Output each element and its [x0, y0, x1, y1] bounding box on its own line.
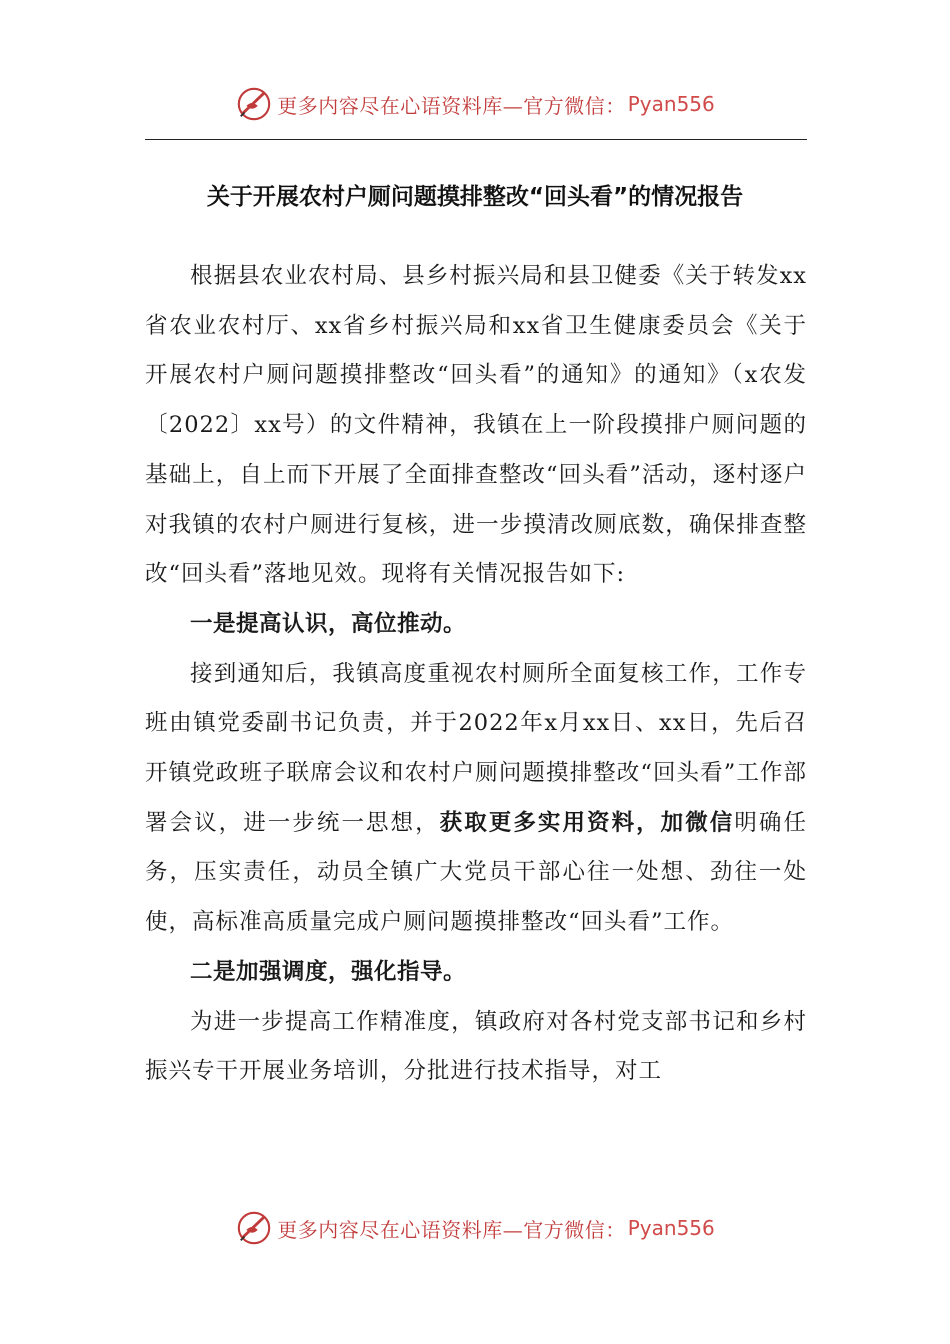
document-body — [145, 252, 807, 1097]
intro-paragraph: 根据县农业农村局、县乡村振兴局和县卫健委《关于转发xx省农业农村厅、xx省乡村振兴局和xx省卫生健康委员会《关于开展农村户厕问题摸排整改“回头看”的通知》的通知》（x农发〔2022〕xx号）的文件精神，我镇在上一阶段摸排户厕问题的基础上，自上而下开展了全面排查整改“回头看”活动，逐村逐户对我镇的农村户厕进行复核，进一步摸清改厕底数，确保排查整改“回头看”落地见效。现将有关情况报告如下: — [145, 263, 807, 588]
section-1-heading: 一是提高认识，高位推动。 — [190, 610, 467, 637]
header-divider — [145, 139, 807, 140]
watermark-wechat-id: Pyan556 — [627, 92, 715, 116]
section-1-text-before: 接到通知后，我镇高度重视农村厕所全面复核工作，工作专班由镇党委副书记负责，并于2022年x月xx日、xx日，先后召开镇党政班子联席会议和农村户厕问题摸排整改“回头看”工作部署会议，进一步统一思想， — [145, 660, 807, 836]
watermark-text: 更多内容尽在心语资料库—官方微信： — [277, 1217, 626, 1242]
section-2-paragraph: 为进一步提高工作精准度，镇政府对各村党支部书记和乡村振兴专干开展业务培训，分批进行技术指导，对工 — [145, 1008, 807, 1085]
section-1-text-after: 明确任务，压实责任，动员全镇广大党员干部心往一处想、劲往一处使，高标准高质量完成户厕问题摸排整改“回头看”工作。 — [145, 809, 807, 936]
promo-text: 获取更多实用资料，加微信 — [439, 809, 735, 836]
pen-logo-icon — [235, 1209, 273, 1247]
pen-logo-icon — [235, 85, 273, 123]
watermark-text: 更多内容尽在心语资料库—官方微信： — [277, 93, 626, 118]
header-watermark — [0, 82, 950, 126]
document-title: 关于开展农村户厕问题摸排整改“回头看”的情况报告 — [206, 184, 744, 210]
watermark-wechat-id: Pyan556 — [627, 1216, 715, 1240]
footer-watermark — [0, 1206, 950, 1250]
section-2-heading: 二是加强调度，强化指导。 — [190, 958, 467, 985]
section-1-paragraph — [145, 650, 807, 948]
